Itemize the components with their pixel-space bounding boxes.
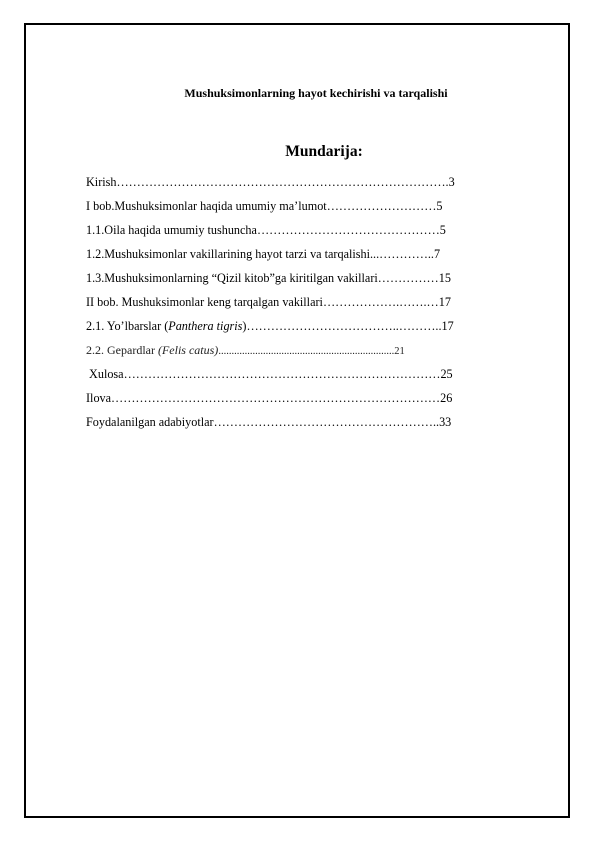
toc-leader-dots: …………… <box>377 271 439 285</box>
toc-page-number: 33 <box>439 415 452 429</box>
toc-leader-dots: ………………………………………………………………………. <box>116 175 449 189</box>
toc-entry-label: Foydalanilgan adabiyotlar <box>86 415 214 429</box>
toc-entry-label: Ilova <box>86 391 112 405</box>
toc-entry-label: Xulosa <box>86 367 124 381</box>
toc-leader-dots: ................................................................... <box>218 346 395 357</box>
toc-entry-2-2 <box>86 342 526 366</box>
toc-page-number: 15 <box>438 271 451 285</box>
toc-entry-1-2 <box>86 246 526 270</box>
toc-entry-2-1 <box>86 318 526 342</box>
toc-heading: Mundarija: <box>285 143 363 160</box>
toc-entry-chapter-2 <box>86 294 526 318</box>
toc-entry-label-close: ) <box>242 319 247 333</box>
toc-page-number: 26 <box>440 391 453 405</box>
toc-entry-label: 1.2.Mushuksimonlar vakillarining hayot tarzi va tarqalishi. <box>86 247 374 261</box>
toc-leader-dots: …………………………………………………………………… <box>123 367 441 381</box>
toc-entry-latin-name: Panthera tigris <box>168 319 243 333</box>
toc-page-number: 5 <box>439 223 446 237</box>
toc-leader-dots: ……………………… <box>326 199 437 213</box>
toc-entry-label: Kirish <box>86 175 117 189</box>
toc-entry-label: II bob. Mushuksimonlar keng tarqalgan vakillari <box>86 295 323 309</box>
toc-entry-label: 1.1.Oila haqida umumiy tushuncha <box>86 223 257 237</box>
toc-page-number: 17 <box>441 319 454 333</box>
toc-entry-kirish <box>86 174 526 198</box>
toc-leader-dots: ……………………………………… <box>256 223 440 237</box>
toc-entry-latin-name: (Felis catus) <box>157 343 219 357</box>
toc-leader-dots: ………………………………..……….. <box>246 319 442 333</box>
toc-leader-dots: ..………….. <box>373 247 434 261</box>
toc-page-number: 25 <box>440 367 453 381</box>
toc-leader-dots: ……………………………………………….. <box>213 415 440 429</box>
toc-entry-1-1 <box>86 222 526 246</box>
document-title: Mushuksimonlarning hayot kechirishi va tarqalishi <box>184 86 448 100</box>
toc-entry-label: 1.3.Mushuksimonlarning “Qizil kitob”ga kiritilgan vakillari <box>86 271 378 285</box>
toc-page-number: 3 <box>448 175 455 189</box>
toc-page-number: 5 <box>436 199 443 213</box>
toc-page-number: 17 <box>438 295 451 309</box>
toc-entry-label: 2.2. Gepardlar <box>86 343 158 357</box>
toc-leader-dots: ……………………………………………………………………… <box>111 391 441 405</box>
table-of-contents <box>86 174 526 438</box>
toc-leader-dots: ……………….…….… <box>322 295 439 309</box>
toc-page-number: 21 <box>394 346 405 357</box>
toc-entry-label: 2.1. Yo’lbarslar ( <box>86 319 169 333</box>
toc-entry-adabiyotlar <box>86 414 526 438</box>
toc-entry-chapter-1 <box>86 198 526 222</box>
toc-entry-ilova <box>86 390 526 414</box>
toc-entry-1-3 <box>86 270 526 294</box>
toc-entry-xulosa <box>86 366 526 390</box>
toc-page-number: 7 <box>433 247 441 261</box>
toc-entry-label: I bob.Mushuksimonlar haqida umumiy ma’lumot <box>86 199 327 213</box>
